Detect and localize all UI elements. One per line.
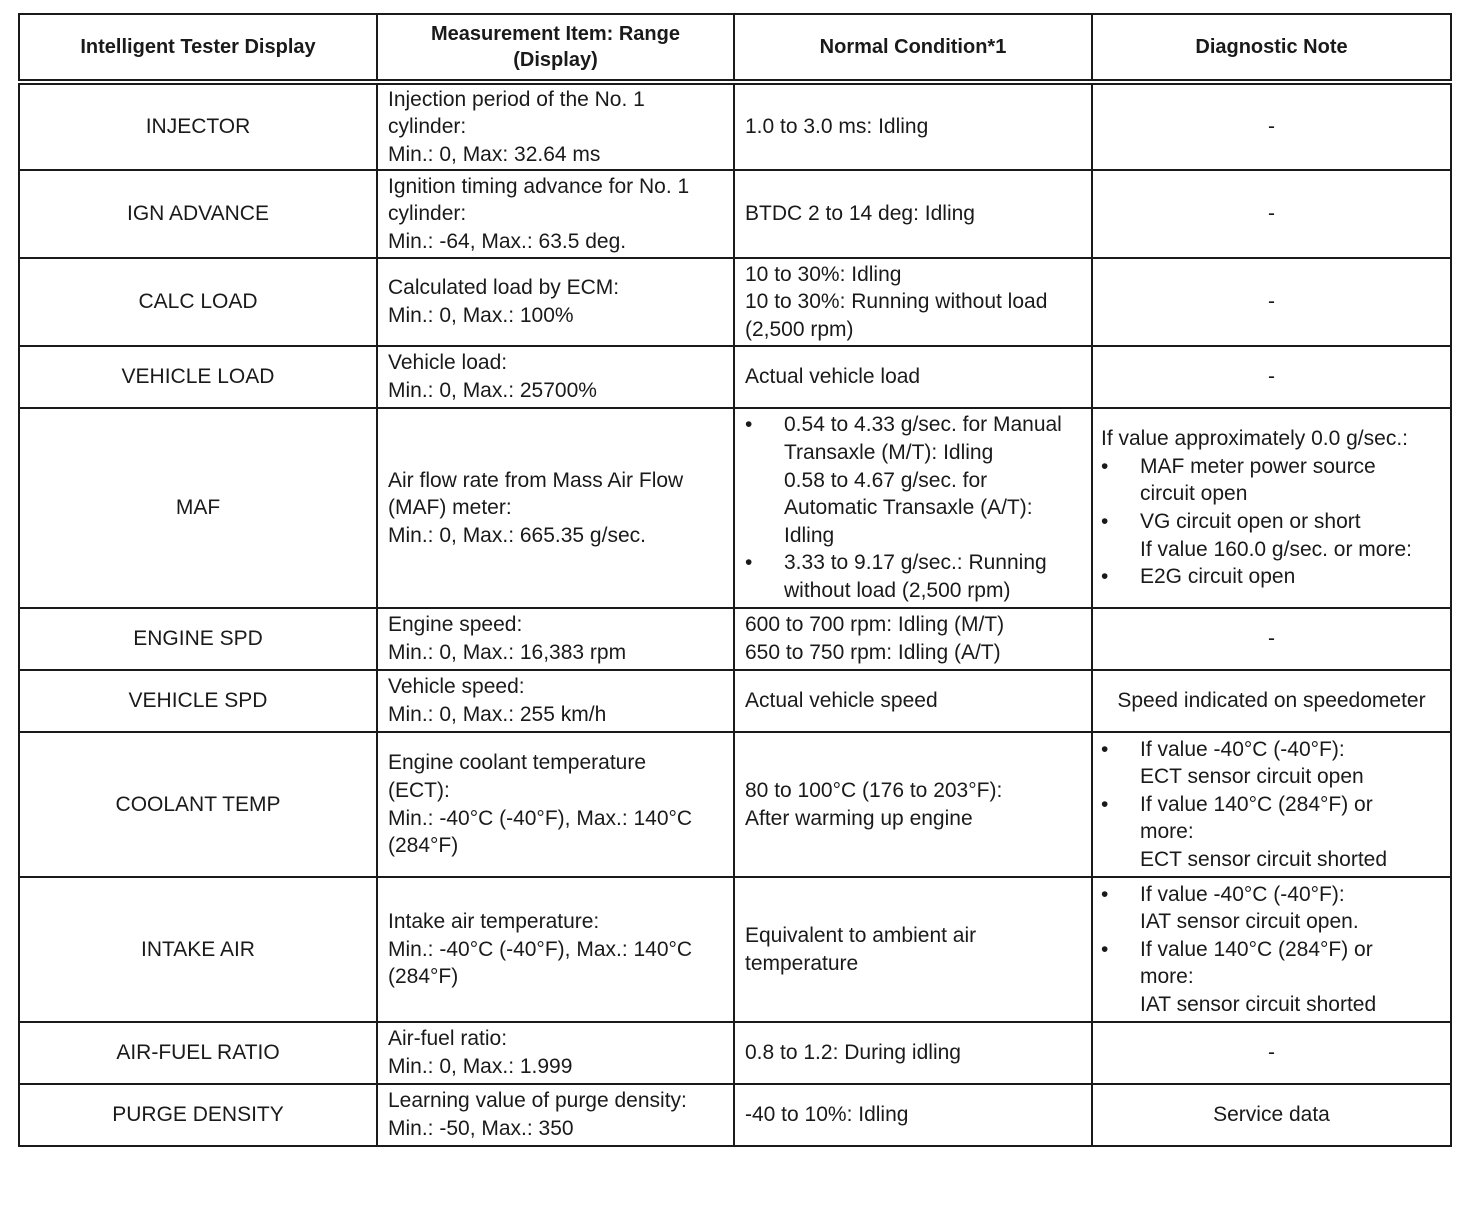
text-line: Min.: -40°C (-40°F), Max.: 140°C: [388, 937, 693, 961]
text-line: (284°F): [388, 834, 459, 858]
text-line: • E2G circuit open: [1140, 565, 1296, 589]
text-line: Min.: 0, Max.: 1.999: [388, 1055, 573, 1078]
text-line: (284°F): [388, 965, 459, 989]
tester-display-cell: AIR-FUEL RATIO: [19, 1022, 377, 1084]
data-list-table: [18, 13, 1452, 1147]
diagnostic-note-cell: Service data: [1092, 1084, 1451, 1146]
text-line: • If value 140°C (284°F) or: [1140, 937, 1373, 961]
header-row: [19, 14, 1451, 82]
text-line: • If value 140°C (284°F) or: [1140, 792, 1373, 816]
diagnostic-note-cell: -: [1092, 82, 1451, 170]
diagnostic-note-cell: Speed indicated on speedometer: [1092, 670, 1451, 732]
text-line: Min.: 0, Max.: 100%: [388, 304, 574, 327]
table-row: [19, 877, 1451, 1022]
diagnostic-note-cell: -: [1092, 170, 1451, 258]
tester-display-cell: COOLANT TEMP: [19, 732, 377, 877]
tester-display-cell: INTAKE AIR: [19, 877, 377, 1022]
bullet-list: [1101, 881, 1442, 1019]
table-row: [19, 170, 1451, 258]
text-line: temperature: [745, 951, 859, 975]
measurement-range-cell: [377, 170, 734, 258]
normal-condition-cell: [734, 1022, 1092, 1084]
text-line: IAT sensor circuit open.: [1140, 910, 1359, 934]
table-row: [19, 408, 1451, 608]
text-line: • If value -40°C (-40°F):: [1140, 737, 1345, 761]
text-line: Intake air temperature:: [388, 910, 600, 934]
text-line: • 3.33 to 9.17 g/sec.: Running: [784, 551, 1047, 575]
measurement-range-cell: [377, 877, 734, 1022]
measurement-range-cell: [377, 408, 734, 608]
text-line: more:: [1140, 820, 1194, 844]
bullet-list: [1101, 453, 1442, 591]
text-line: Automatic Transaxle (A/T):: [784, 496, 1033, 520]
text-line: Actual vehicle speed: [745, 689, 938, 713]
text-line: Engine coolant temperature: [388, 751, 646, 775]
text-line: • 0.54 to 4.33 g/sec. for Manual: [784, 413, 1062, 437]
table-header: [19, 14, 1451, 82]
header-tester-display: Intelligent Tester Display: [19, 14, 377, 82]
tester-display-cell: INJECTOR: [19, 82, 377, 170]
table-row: [19, 670, 1451, 732]
header-measurement-line-1: Measurement Item: Range: [431, 23, 680, 45]
table-row: [19, 732, 1451, 877]
text-line: 1.0 to 3.0 ms: Idling: [745, 115, 929, 139]
table-row: [19, 82, 1451, 170]
bullet-list: [1101, 736, 1442, 874]
text-line: (2,500 rpm): [745, 317, 854, 341]
measurement-range-cell: [377, 670, 734, 732]
header-measurement-line-2: (Display): [513, 49, 598, 71]
header-measurement-item: [377, 14, 734, 82]
measurement-range-cell: [377, 346, 734, 408]
table-row: [19, 258, 1451, 346]
text-line: Air flow rate from Mass Air Flow: [388, 468, 684, 492]
text-line: • MAF meter power source: [1140, 454, 1376, 478]
measurement-range-cell: [377, 608, 734, 670]
text-line: BTDC 2 to 14 deg: Idling: [745, 202, 975, 226]
measurement-range-cell: [377, 732, 734, 877]
text-line: Transaxle (M/T): Idling: [784, 441, 994, 465]
measurement-range-cell: [377, 1084, 734, 1146]
normal-condition-cell: [734, 1084, 1092, 1146]
text-line: 650 to 750 rpm: Idling (A/T): [745, 641, 1001, 664]
bullet-item: [745, 549, 1081, 604]
normal-condition-cell: [734, 82, 1092, 170]
diagnostic-note-cell: -: [1092, 258, 1451, 346]
text-line: Ignition timing advance for No. 1: [388, 174, 690, 198]
text-line: circuit open: [1140, 482, 1248, 506]
bullet-item: [1101, 453, 1442, 508]
normal-condition-cell: [734, 170, 1092, 258]
bullet-item: [745, 411, 1081, 549]
note-intro: If value approximately 0.0 g/sec.:: [1101, 427, 1408, 451]
text-line: 600 to 700 rpm: Idling (M/T): [745, 613, 1005, 637]
bullet-item: [1101, 791, 1442, 874]
text-line: Air-fuel ratio:: [388, 1027, 508, 1051]
diagnostic-note-cell: [1092, 877, 1451, 1022]
table-row: [19, 1084, 1451, 1146]
tester-display-cell: VEHICLE LOAD: [19, 346, 377, 408]
tester-display-cell: PURGE DENSITY: [19, 1084, 377, 1146]
bullet-item: [1101, 881, 1442, 936]
measurement-range-cell: [377, 1022, 734, 1084]
text-line: If value 160.0 g/sec. or more:: [1140, 537, 1412, 561]
text-line: Equivalent to ambient air: [745, 923, 977, 947]
diagnostic-note-cell: [1092, 732, 1451, 877]
tester-display-cell: IGN ADVANCE: [19, 170, 377, 258]
text-line: • If value -40°C (-40°F):: [1140, 882, 1345, 906]
text-line: (MAF) meter:: [388, 496, 512, 520]
text-line: Min.: 0, Max: 32.64 ms: [388, 142, 601, 166]
normal-condition-cell: [734, 608, 1092, 670]
table-row: [19, 608, 1451, 670]
text-line: After warming up engine: [745, 806, 973, 830]
text-line: Min.: 0, Max.: 25700%: [388, 379, 597, 402]
text-line: more:: [1140, 965, 1194, 989]
text-line: 10 to 30%: Running without load: [745, 290, 1048, 314]
header-diagnostic-note: Diagnostic Note: [1092, 14, 1451, 82]
text-line: Calculated load by ECM:: [388, 276, 620, 300]
diagnostic-note-cell: [1092, 408, 1451, 608]
diagnostic-note-cell: -: [1092, 346, 1451, 408]
header-normal-condition: Normal Condition*1: [734, 14, 1092, 82]
text-line: 10 to 30%: Idling: [745, 262, 902, 286]
tester-display-cell: CALC LOAD: [19, 258, 377, 346]
text-line: 0.8 to 1.2: During idling: [745, 1041, 961, 1065]
text-line: ECT sensor circuit shorted: [1140, 847, 1388, 871]
table-row: [19, 346, 1451, 408]
table-row: [19, 1022, 1451, 1084]
bullet-item: [1101, 736, 1442, 791]
text-line: Min.: 0, Max.: 255 km/h: [388, 703, 607, 726]
text-line: Min.: 0, Max.: 665.35 g/sec.: [388, 523, 646, 547]
text-line: cylinder:: [388, 202, 467, 226]
normal-condition-cell: [734, 346, 1092, 408]
measurement-range-cell: [377, 82, 734, 170]
text-line: Learning value of purge density:: [388, 1089, 687, 1113]
text-line: -40 to 10%: Idling: [745, 1103, 909, 1127]
tester-display-cell: ENGINE SPD: [19, 608, 377, 670]
bullet-item: [1101, 508, 1442, 563]
text-line: Min.: 0, Max.: 16,383 rpm: [388, 641, 627, 664]
text-line: • VG circuit open or short: [1140, 510, 1361, 533]
text-line: Min.: -50, Max.: 350: [388, 1117, 574, 1140]
bullet-item: [1101, 563, 1442, 591]
tester-display-cell: MAF: [19, 408, 377, 608]
text-line: Injection period of the No. 1: [388, 87, 645, 111]
text-line: ECT sensor circuit open: [1140, 765, 1364, 789]
measurement-range-cell: [377, 258, 734, 346]
text-line: without load (2,500 rpm): [784, 578, 1011, 602]
normal-condition-cell: [734, 408, 1092, 608]
normal-condition-cell: [734, 258, 1092, 346]
bullet-item: [1101, 936, 1442, 1019]
normal-condition-cell: [734, 670, 1092, 732]
table-body: [19, 82, 1451, 1146]
normal-condition-cell: [734, 877, 1092, 1022]
text-line: Min.: -64, Max.: 63.5 deg.: [388, 229, 627, 253]
text-line: 0.58 to 4.67 g/sec. for: [784, 468, 988, 492]
tester-display-cell: VEHICLE SPD: [19, 670, 377, 732]
text-line: cylinder:: [388, 115, 467, 139]
text-line: Vehicle speed:: [388, 675, 525, 699]
text-line: Actual vehicle load: [745, 365, 921, 389]
text-line: 80 to 100°C (176 to 203°F):: [745, 778, 1003, 802]
normal-condition-cell: [734, 732, 1092, 877]
text-line: Vehicle load:: [388, 351, 508, 375]
text-line: IAT sensor circuit shorted: [1140, 992, 1377, 1016]
diagnostic-note-cell: -: [1092, 608, 1451, 670]
text-line: (ECT):: [388, 778, 450, 802]
diagnostic-note-cell: -: [1092, 1022, 1451, 1084]
bullet-list: [745, 411, 1081, 604]
text-line: Engine speed:: [388, 613, 523, 637]
text-line: Min.: -40°C (-40°F), Max.: 140°C: [388, 806, 693, 830]
text-line: Idling: [784, 523, 835, 547]
